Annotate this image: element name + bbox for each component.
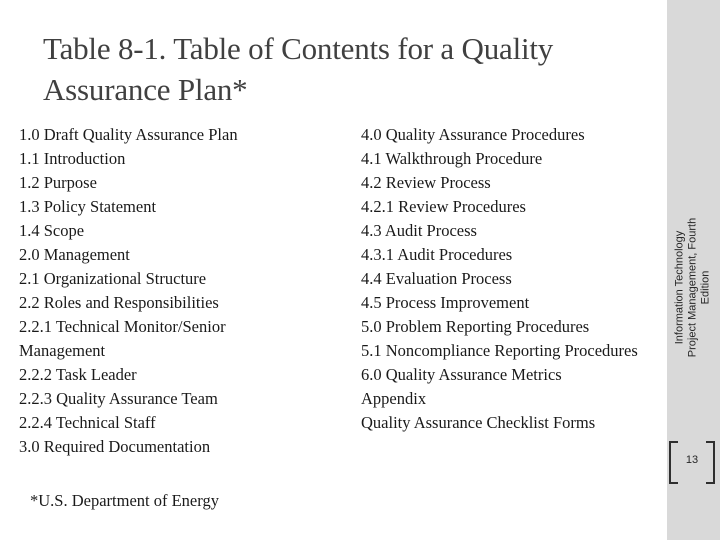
toc-item: 4.3.1 Audit Procedures: [361, 245, 513, 264]
toc-right-column: [361, 123, 638, 435]
toc-item: 2.2.1 Technical Monitor/Senior: [19, 317, 226, 336]
book-title-vertical: [674, 88, 713, 488]
toc-item: 4.1 Walkthrough Procedure: [361, 149, 543, 168]
toc-item: 1.2 Purpose: [19, 173, 97, 192]
toc-item: 2.0 Management: [19, 245, 130, 264]
toc-item: 5.1 Noncompliance Reporting Procedures: [361, 341, 638, 360]
toc-item: 2.2.2 Task Leader: [19, 365, 137, 384]
toc-item: Appendix: [361, 389, 427, 408]
page-number-box: [669, 441, 715, 482]
toc-item: 4.4 Evaluation Process: [361, 269, 512, 288]
footnote: *U.S. Department of Energy: [30, 491, 219, 510]
toc-item: 1.4 Scope: [19, 221, 85, 240]
toc-item: 4.2.1 Review Procedures: [361, 197, 526, 216]
toc-item: 5.0 Problem Reporting Procedures: [361, 317, 590, 336]
toc-item: 1.1 Introduction: [19, 149, 126, 168]
toc-item: 2.2.4 Technical Staff: [19, 413, 156, 432]
book-title-line: Project Management, Fourth: [686, 217, 699, 358]
slide-title: Table 8-1. Table of Contents for a Quality Assurance Plan*: [43, 31, 554, 107]
toc-item: 1.0 Draft Quality Assurance Plan: [19, 125, 238, 144]
book-title-line: Edition: [699, 270, 712, 305]
toc-item: 2.2.3 Quality Assurance Team: [19, 389, 218, 408]
book-title-line: Information Technology: [673, 230, 686, 345]
toc-item: 1.3 Policy Statement: [19, 197, 157, 216]
toc-item: 6.0 Quality Assurance Metrics: [361, 365, 562, 384]
toc-item: 4.2 Review Process: [361, 173, 491, 192]
toc-left-column: [19, 123, 238, 459]
toc-item: Quality Assurance Checklist Forms: [361, 413, 596, 432]
toc-item: Management: [19, 341, 106, 360]
toc-item: 2.2 Roles and Responsibilities: [19, 293, 219, 312]
toc-item: 4.0 Quality Assurance Procedures: [361, 125, 585, 144]
toc-item: 3.0 Required Documentation: [19, 437, 211, 456]
page-number: 13: [685, 454, 699, 466]
toc-item: 2.1 Organizational Structure: [19, 269, 207, 288]
toc-item: 4.3 Audit Process: [361, 221, 477, 240]
toc-item: 4.5 Process Improvement: [361, 293, 530, 312]
